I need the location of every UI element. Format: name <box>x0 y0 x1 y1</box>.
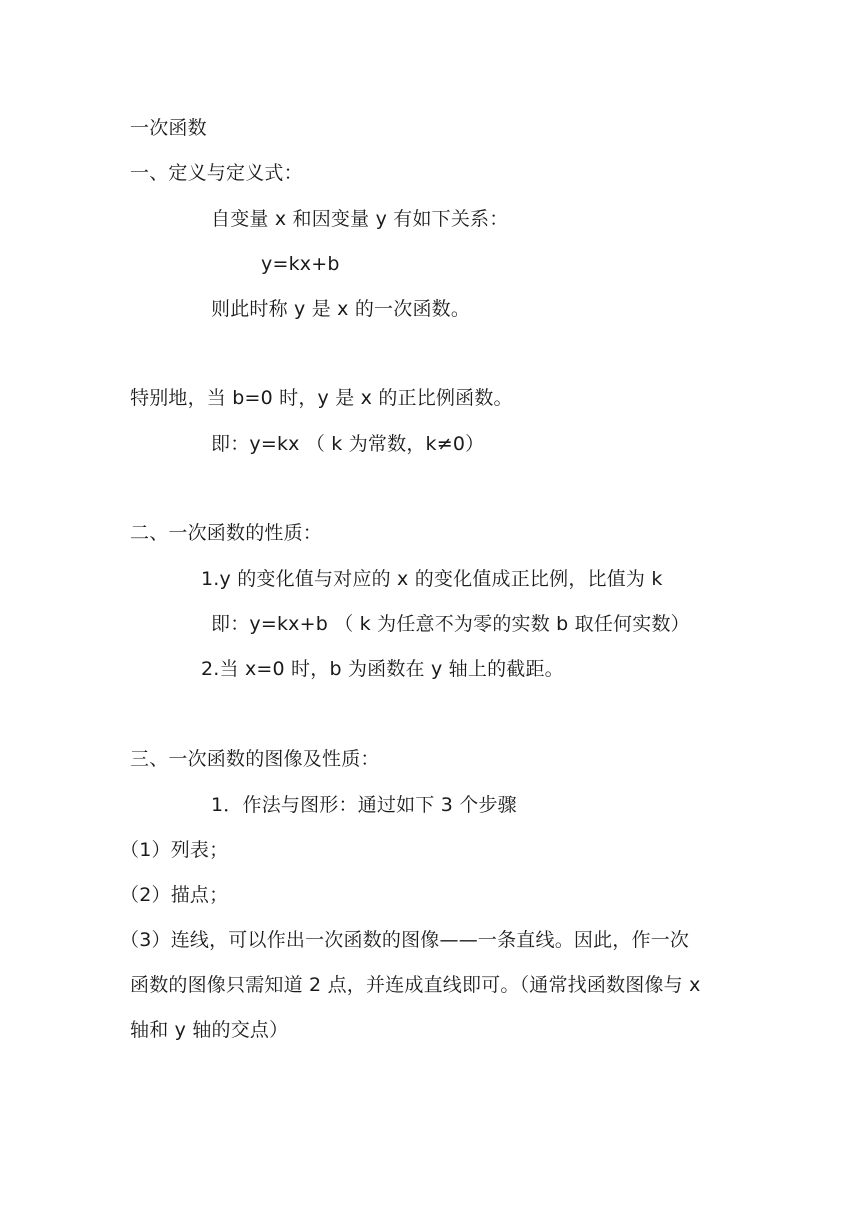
section1-line3: 则此时称 y 是 x 的一次函数。 <box>211 298 471 320</box>
special-case-formula: 即：y=kx （ k 为常数，k≠0） <box>211 433 485 455</box>
section3-step-intro: 1．作法与图形：通过如下 3 个步骤 <box>211 794 517 816</box>
section1-formula: y=kx+b <box>261 253 340 275</box>
section2-item1: 1.y 的变化值与对应的 x 的变化值成正比例，比值为 k <box>201 568 663 590</box>
section3-step3-line1: （3）连线，可以作出一次函数的图像——一条直线。因此，作一次 <box>120 929 690 951</box>
section1-line1: 自变量 x 和因变量 y 有如下关系： <box>211 208 509 230</box>
section3-step3-line3: 轴和 y 轴的交点） <box>130 1019 289 1041</box>
section2-heading: 二、一次函数的性质： <box>130 522 323 544</box>
section3-step2: （2）描点； <box>120 884 229 906</box>
section2-item2: 2.当 x=0 时，b 为函数在 y 轴上的截距。 <box>201 658 564 680</box>
section3-heading: 三、一次函数的图像及性质： <box>130 748 380 770</box>
section3-step3-line2: 函数的图像只需知道 2 点，并连成直线即可。（通常找函数图像与 x <box>130 974 701 996</box>
section1-heading: 一、定义与定义式： <box>130 162 303 184</box>
section2-item1-formula: 即：y=kx+b （ k 为任意不为零的实数 b 取任何实数） <box>211 613 690 635</box>
section3-step1: （1）列表； <box>120 839 229 861</box>
document-title: 一次函数 <box>130 117 207 139</box>
special-case-line: 特别地，当 b=0 时，y 是 x 的正比例函数。 <box>130 387 513 409</box>
